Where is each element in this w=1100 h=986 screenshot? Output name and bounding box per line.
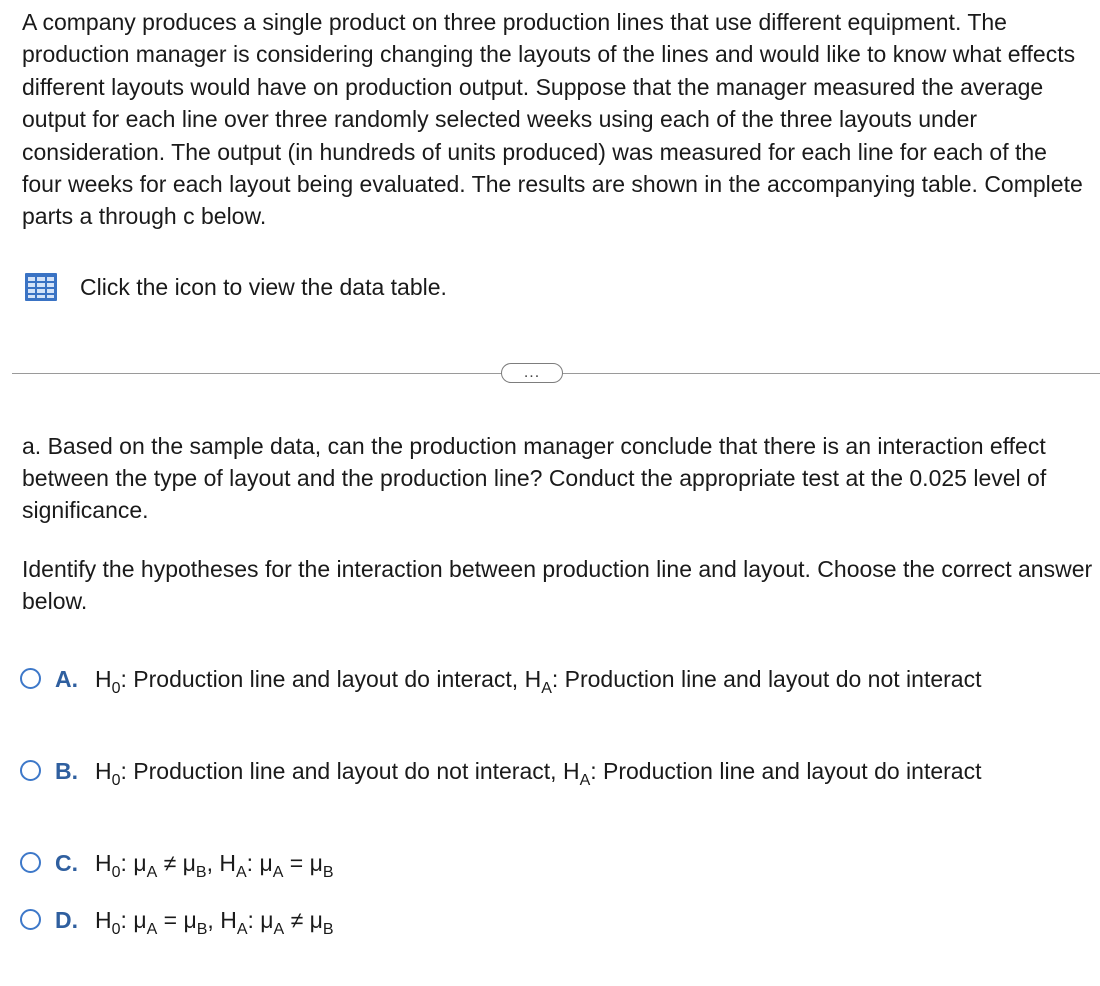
ellipsis-icon: ... — [523, 364, 541, 381]
option-letter: B. — [55, 758, 78, 784]
option-c[interactable] — [20, 842, 1025, 888]
part-a-question: a. Based on the sample data, can the production manager conclude that there is an interaction effect between the type of layout and the production line? Conduct the appropriate test at the 0.025 level of significance. — [22, 433, 1047, 523]
expand-more-button[interactable] — [501, 363, 563, 383]
option-d[interactable] — [20, 899, 1025, 945]
radio-option-a[interactable] — [20, 668, 41, 689]
option-d-text: $H_0$: $\mu_A = \mu_B$, $H_A$: $\mu_A \ne \mu_B$ — [95, 907, 334, 938]
radio-option-b[interactable] — [20, 760, 41, 781]
table-icon[interactable] — [24, 272, 58, 302]
data-table-link-text[interactable]: Click the icon to view the data table. — [80, 273, 447, 300]
option-a[interactable] — [20, 658, 1025, 704]
radio-option-d[interactable] — [20, 909, 41, 930]
option-letter: C. — [55, 850, 78, 876]
data-table-link[interactable] — [24, 272, 447, 302]
hypotheses-instruction: Identify the hypotheses for the interaction between production line and layout. Choose the correct answer below. — [22, 556, 1093, 614]
option-b-text: $H_0$: Production line and layout do not interact, $H_A$: Production line and layout do interact — [95, 758, 982, 789]
option-b[interactable] — [20, 750, 1025, 796]
option-letter: A. — [55, 666, 78, 692]
radio-option-c[interactable] — [20, 852, 41, 873]
option-a-text: $H_0$: Production line and layout do interact, $H_A$: Production line and layout do not interact — [95, 666, 982, 697]
question-intro: A company produces a single product on three production lines that use different equipment. The production manager is considering changing the layouts of the lines and would like to know what effects different layouts would have on production output. Suppose that the manager measured the average output for each line over three randomly selected weeks using each of the three layouts under consideration. The output (in hundreds of units produced) was measured for each line for each of the four weeks for each layout being evaluated. The results are shown in the accompanying table. Complete parts a through c below. — [22, 9, 1083, 230]
option-letter: D. — [55, 907, 78, 933]
option-c-text: $H_0$: $\mu_A \ne \mu_B$, $H_A$: $\mu_A = \mu_B$ — [95, 850, 334, 881]
